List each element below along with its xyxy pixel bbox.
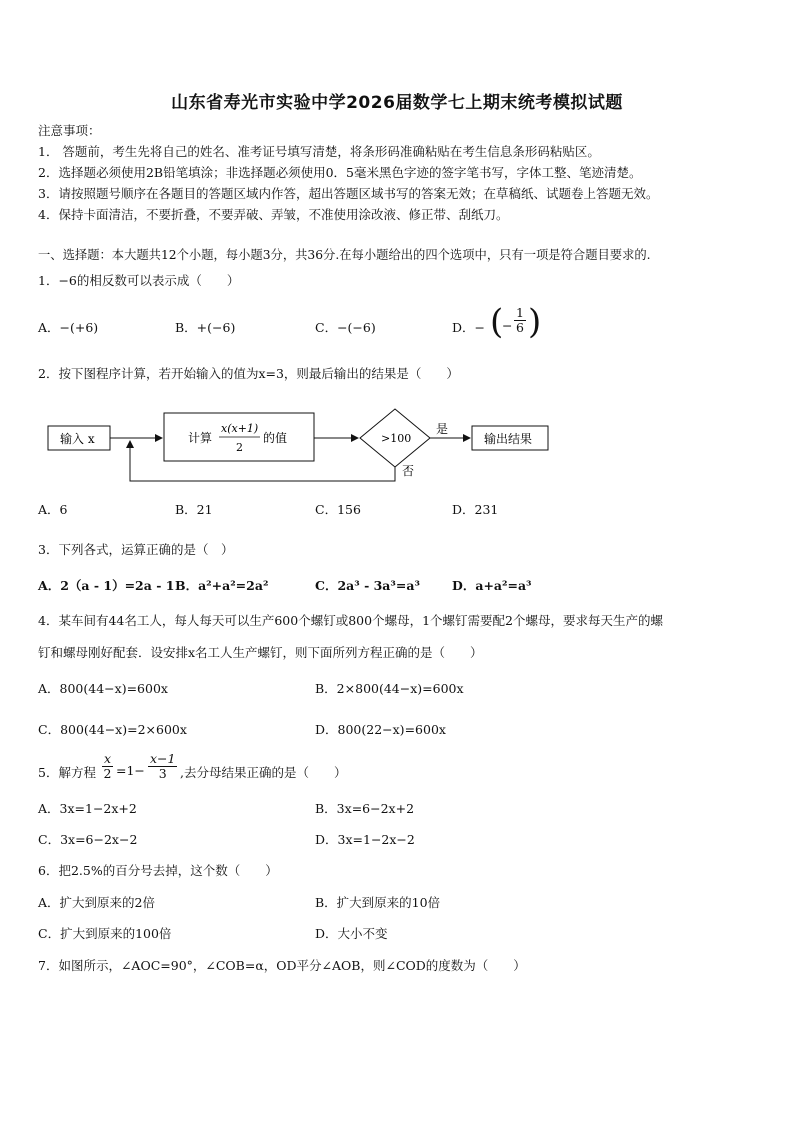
q4-stem-line-1: 4．某车间有44名工人，每人每天可以生产600个螺钉或800个螺母，1个螺钉需要配2个螺母，要求每天生产的螺 xyxy=(38,613,663,628)
q1-option-a: A．−(+6) xyxy=(38,320,99,335)
q4-option-c: C．800(44−x)=2×600x xyxy=(38,722,187,737)
q3-option-b: B．a²+a²=2a² xyxy=(175,578,269,593)
page-title: 山东省寿光市实验中学2026届数学七上期末统考模拟试题 xyxy=(171,93,623,113)
flow-input-label: 输入 x xyxy=(60,432,95,446)
q2-option-a: A．6 xyxy=(38,502,68,517)
q1-right-paren: ) xyxy=(528,302,542,342)
q3-option-c: C．2a³ - 3a³=a³ xyxy=(315,578,420,593)
q5-fraction-2-den: 3 xyxy=(158,766,167,781)
q5-fraction-2-num: x−1 xyxy=(150,751,176,766)
q6-option-d: D．大小不变 xyxy=(315,926,388,941)
flow-condition-label: >100 xyxy=(381,432,412,445)
notice-item-3: 3．请按照题号顺序在各题目的答题区域内作答，超出答题区域书写的答案无效；在草稿纸、试题卷上答题无效。 xyxy=(38,186,659,201)
q1-fraction-den: 6 xyxy=(516,320,524,335)
q5-stem-suffix: ,去分母结果正确的是（ ） xyxy=(180,765,347,780)
q4-option-d: D．800(22−x)=600x xyxy=(315,722,446,737)
q6-option-a: A．扩大到原来的2倍 xyxy=(38,895,155,910)
q2-option-c: C．156 xyxy=(315,502,361,517)
section-heading: 一、选择题：本大题共12个小题，每小题3分，共36分.在每小题给出的四个选项中，只有一项是符合题目要求的. xyxy=(38,248,651,262)
q1-fraction-num: 1 xyxy=(516,305,524,320)
q5-option-a: A．3x=1−2x+2 xyxy=(38,801,137,816)
q1-option-b: B．+(−6) xyxy=(175,320,236,335)
notice-item-2: 2．选择题必须使用2B铅笔填涂；非选择题必须使用0．5毫米黑色字迹的签字笔书写，字体工整、笔迹清楚。 xyxy=(38,165,642,180)
q4-option-b: B．2×800(44−x)=600x xyxy=(315,681,464,696)
q5-fraction-1-num: x xyxy=(104,751,112,766)
q1-stem: 1．−6的相反数可以表示成（ ） xyxy=(38,273,240,288)
q5-equals: =1− xyxy=(116,763,145,778)
q5-fraction-1 xyxy=(102,752,113,781)
q1-option-d-label: D．− xyxy=(452,320,485,335)
q1-inner-minus: − xyxy=(502,318,513,333)
flow-yes-label: 是 xyxy=(436,422,449,436)
q3-option-a: A．2（a - 1）=2a - 1 xyxy=(38,578,175,593)
q7-stem: 7．如图所示，∠AOC=90°，∠COB=α，OD平分∠AOB，则∠COD的度数为（ ） xyxy=(38,958,526,973)
q5-option-b: B．3x=6−2x+2 xyxy=(315,801,415,816)
flow-no-label: 否 xyxy=(402,464,415,478)
flow-calc-prefix: 计算 xyxy=(188,431,213,445)
notice-item-4: 4．保持卡面清洁，不要折叠，不要弄破、弄皱，不准使用涂改液、修正带、刮纸刀。 xyxy=(38,207,509,222)
q6-option-b: B．扩大到原来的10倍 xyxy=(315,895,441,910)
q5-fraction-2 xyxy=(148,752,177,781)
notice-item-1: 1． 答题前，考生先将自己的姓名、准考证号填写清楚，将条形码准确粘贴在考生信息条形码粘贴区。 xyxy=(38,144,600,159)
q1-fraction xyxy=(514,306,526,335)
q1-option-c: C．−(−6) xyxy=(315,320,376,335)
q2-flowchart xyxy=(38,405,558,487)
q3-stem: 3．下列各式，运算正确的是（ ） xyxy=(38,542,234,557)
q5-option-c: C．3x=6−2x−2 xyxy=(38,832,138,847)
q2-option-b: B．21 xyxy=(175,502,213,517)
q5-fraction-1-den: 2 xyxy=(103,766,112,781)
q2-stem: 2．按下图程序计算，若开始输入的值为x=3，则最后输出的结果是（ ） xyxy=(38,366,459,381)
flow-output-label: 输出结果 xyxy=(484,432,533,446)
q4-option-a: A．800(44−x)=600x xyxy=(38,681,168,696)
q3-option-d: D．a+a²=a³ xyxy=(452,578,532,593)
q4-stem-line-2: 钉和螺母刚好配套．设安排x名工人生产螺钉，则下面所列方程正确的是（ ） xyxy=(38,645,483,660)
q5-option-d: D．3x=1−2x−2 xyxy=(315,832,415,847)
flow-calc-num: x(x+1) xyxy=(221,422,259,435)
notice-heading: 注意事项： xyxy=(38,123,101,138)
q6-option-c: C．扩大到原来的100倍 xyxy=(38,926,172,941)
q2-option-d: D．231 xyxy=(452,502,499,517)
flow-calc-suffix: 的值 xyxy=(263,431,288,445)
q1-left-paren: ( xyxy=(490,302,504,342)
q5-stem-prefix: 5．解方程 xyxy=(38,765,96,780)
q6-stem: 6．把2.5%的百分号去掉，这个数（ ） xyxy=(38,863,278,878)
flow-calc-den: 2 xyxy=(236,441,243,454)
